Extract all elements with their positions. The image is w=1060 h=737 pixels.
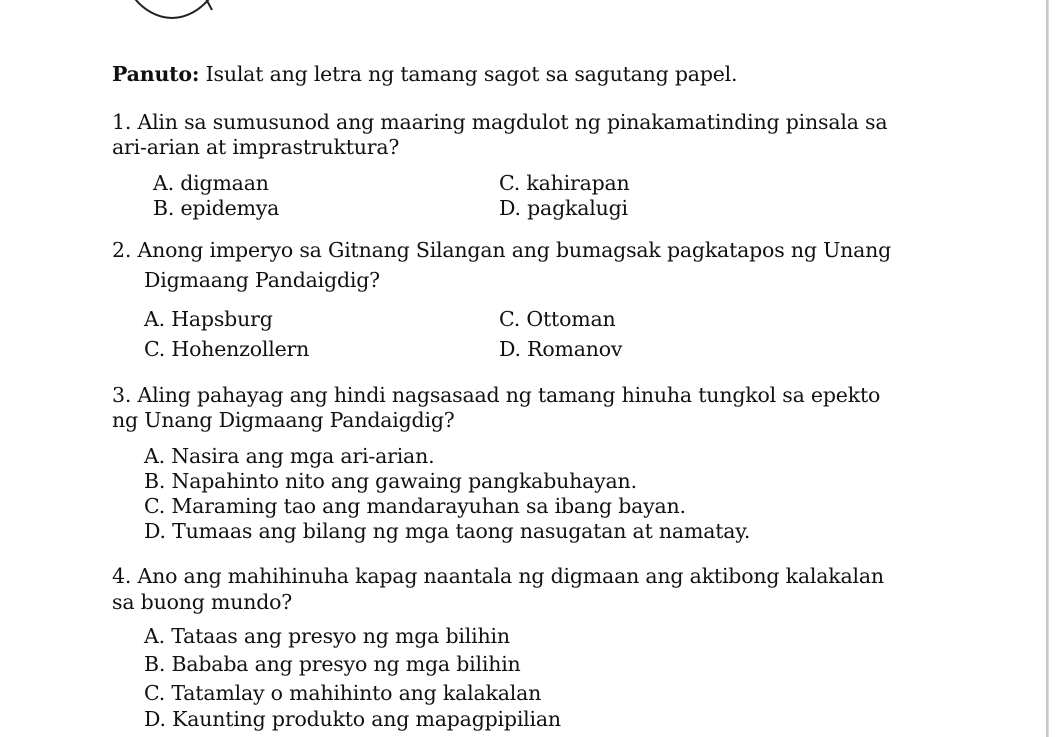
- question-1-choice-c: C. kahirapan: [499, 171, 630, 195]
- instruction-label: Panuto:: [112, 62, 200, 86]
- question-2-line-2: Digmaang Pandaigdig?: [144, 268, 380, 292]
- question-2-choice-d: D. Romanov: [499, 337, 623, 361]
- question-3-line-1: 3. Aling pahayag ang hindi nagsasaad ng tamang hinuha tungkol sa epekto: [112, 383, 881, 407]
- question-4-line-2: sa buong mundo?: [112, 590, 293, 614]
- question-1-choice-b: B. epidemya: [153, 196, 280, 220]
- question-3-choice-a: A. Nasira ang mga ari-arian.: [144, 444, 435, 468]
- question-4-choice-c: C. Tatamlay o mahihinto ang kalakalan: [144, 681, 542, 705]
- circle-diagram-icon: [112, 0, 232, 20]
- question-3-line-2: ng Unang Digmaang Pandaigdig?: [112, 408, 455, 432]
- question-3-choice-b: B. Napahinto nito ang gawaing pangkabuhayan.: [144, 469, 637, 493]
- question-2-choice-c-left: C. Hohenzollern: [144, 337, 310, 361]
- question-4-line-1: 4. Ano ang mahihinuha kapag naantala ng digmaan ang aktibong kalakalan: [112, 564, 884, 588]
- question-3-choice-d: D. Tumaas ang bilang ng mga taong nasugatan at namatay.: [144, 519, 751, 543]
- page-edge-bar: [1046, 0, 1060, 737]
- instruction-text: Isulat ang letra ng tamang sagot sa sagutang papel.: [205, 62, 738, 86]
- question-1-choice-d: D. pagkalugi: [499, 196, 628, 220]
- question-2-choice-a: A. Hapsburg: [144, 307, 273, 331]
- instruction-line: [112, 62, 737, 86]
- question-2-line-1: 2. Anong imperyo sa Gitnang Silangan ang bumagsak pagkatapos ng Unang: [112, 238, 892, 262]
- question-1-line-1: 1. Alin sa sumusunod ang maaring magdulot ng pinakamatinding pinsala sa: [112, 110, 888, 134]
- question-4-choice-b: B. Bababa ang presyo ng mga bilihin: [144, 652, 521, 676]
- question-4-choice-a: A. Tataas ang presyo ng mga bilihin: [144, 624, 510, 648]
- question-1-choice-a: A. digmaan: [153, 171, 269, 195]
- question-4-choice-d: D. Kaunting produkto ang mapagpipilian: [144, 707, 561, 731]
- question-3-choice-c: C. Maraming tao ang mandarayuhan sa ibang bayan.: [144, 494, 686, 518]
- question-2-choice-c: C. Ottoman: [499, 307, 616, 331]
- question-1-line-2: ari-arian at imprastruktura?: [112, 135, 400, 159]
